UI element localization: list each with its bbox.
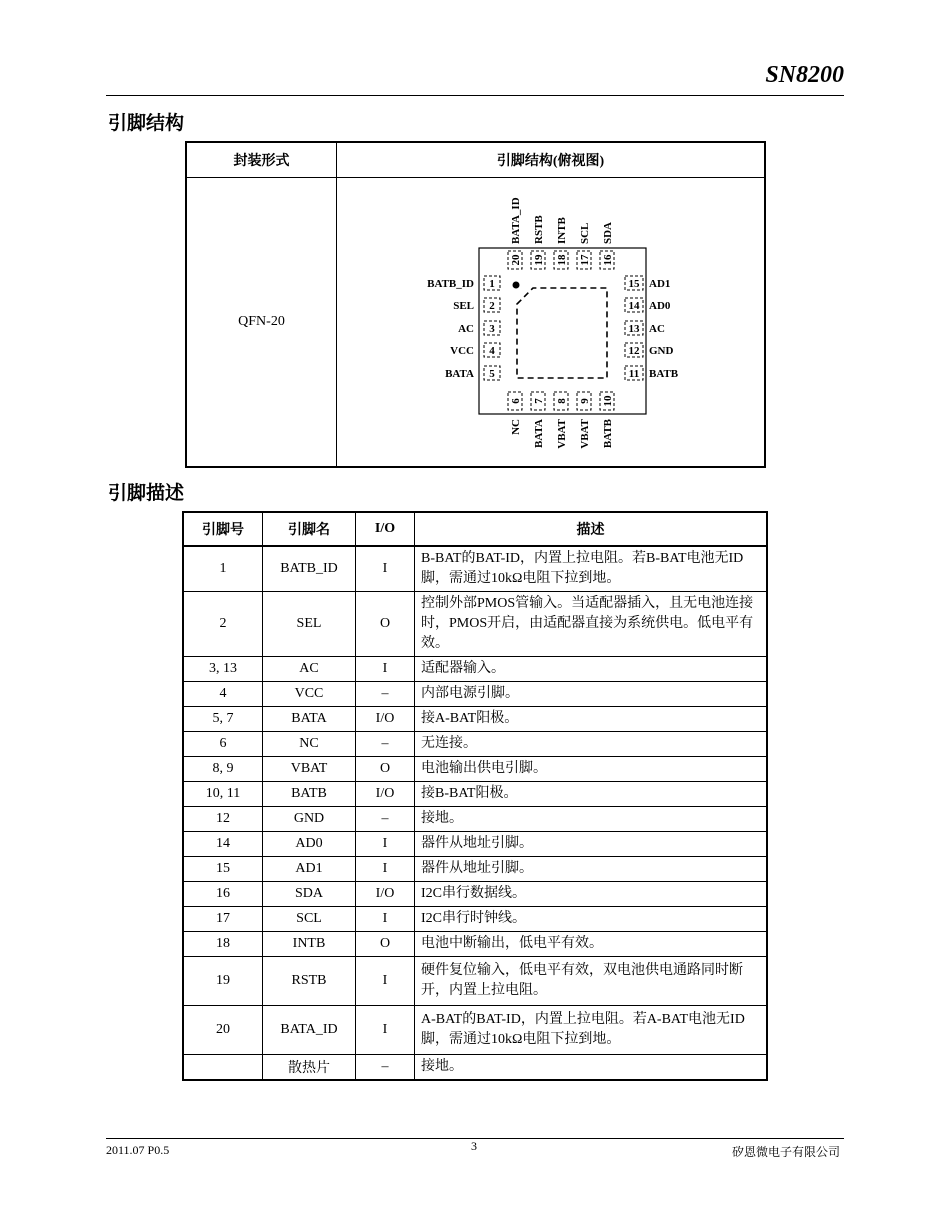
pin-number: 5 (489, 368, 495, 380)
io-cell: I/O (356, 707, 415, 732)
pin-number-cell: 18 (183, 932, 263, 957)
pin-name: VBAT (579, 419, 591, 449)
io-cell: I (356, 1006, 415, 1055)
pin-number: 16 (602, 254, 614, 266)
description-cell: 适配器输入。 (415, 657, 768, 682)
description-cell: 电池中断输出，低电平有效。 (415, 932, 768, 957)
pin-name: BATA_ID (510, 197, 522, 244)
pin-name-cell: SEL (263, 592, 356, 657)
description-cell: 控制外部PMOS管输入。当适配器插入，且无电池连接时，PMOS开启，由适配器直接为系统供电。低电平有效。 (415, 592, 768, 657)
description-cell: 器件从地址引脚。 (415, 857, 768, 882)
table-row (183, 932, 767, 957)
footer-company: 矽恩微电子有限公司 (731, 1145, 840, 1159)
pin1-marker (513, 282, 520, 289)
package-table (185, 141, 766, 468)
description-cell: 接地。 (415, 807, 768, 832)
col-header-io: I/O (356, 512, 415, 546)
description-cell: 内部电源引脚。 (415, 682, 768, 707)
table-row (183, 592, 767, 657)
description-cell: 接地。 (415, 1055, 768, 1081)
footer-date: 2011.07 P0.5 (106, 1143, 170, 1157)
col-header-pin-name: 引脚名 (263, 512, 356, 546)
description-cell: 接B-BAT阳极。 (415, 782, 768, 807)
pin-description-table (182, 511, 768, 1081)
pin-name: BATA (533, 419, 545, 448)
pin-name: SDA (602, 221, 614, 244)
pin-number: 2 (489, 300, 495, 312)
pin-number-cell: 10, 11 (183, 782, 263, 807)
package-name: QFN-20 (186, 178, 337, 468)
pin-name: BATA (445, 368, 474, 380)
pin-name: AC (458, 323, 474, 335)
table-row (183, 682, 767, 707)
table-row (183, 1055, 767, 1081)
description-cell: 接A-BAT阳极。 (415, 707, 768, 732)
pin-name: GND (649, 345, 674, 357)
pin-name-cell: BATB_ID (263, 546, 356, 592)
io-cell: – (356, 732, 415, 757)
pin-name: BATB (649, 368, 679, 380)
table-row (183, 707, 767, 732)
io-cell: – (356, 807, 415, 832)
pin-number-cell: 4 (183, 682, 263, 707)
header-rule (106, 95, 844, 96)
pin-number-cell: 14 (183, 832, 263, 857)
description-cell: B-BAT的BAT-ID，内置上拉电阻。若B-BAT电池无ID脚，需通过10kΩ电阻下拉到地。 (415, 546, 768, 592)
description-cell: 硬件复位输入，低电平有效，双电池供电通路同时断开，内置上拉电阻。 (415, 957, 768, 1006)
table-row (183, 907, 767, 932)
description-cell: I2C串行数据线。 (415, 882, 768, 907)
table-row (183, 546, 767, 592)
pin-number-cell: 6 (183, 732, 263, 757)
io-cell: I (356, 957, 415, 1006)
description-cell: I2C串行时钟线。 (415, 907, 768, 932)
table-row (183, 832, 767, 857)
pin-name-cell: BATA_ID (263, 1006, 356, 1055)
section-title-pin-description: 引脚描述 (108, 483, 185, 504)
io-cell: – (356, 1055, 415, 1081)
io-cell: I/O (356, 882, 415, 907)
pin-name: AC (649, 323, 665, 335)
pin-number: 11 (628, 368, 640, 380)
pin-number: 4 (489, 345, 495, 357)
chip-body (479, 248, 646, 414)
pin-number: 17 (579, 254, 591, 266)
table-row (183, 807, 767, 832)
table-row (183, 782, 767, 807)
table-row (183, 957, 767, 1006)
pin-name-cell: BATB (263, 782, 356, 807)
pin-number: 7 (533, 398, 545, 404)
pin-name-cell: NC (263, 732, 356, 757)
io-cell: I (356, 857, 415, 882)
io-cell: I (356, 546, 415, 592)
description-cell: 无连接。 (415, 732, 768, 757)
pin-number-cell: 15 (183, 857, 263, 882)
pin-number-cell: 20 (183, 1006, 263, 1055)
pinout-col-header: 引脚结构(俯视图) (337, 142, 766, 178)
pin-name: BATB_ID (427, 278, 474, 290)
col-header-pin-number: 引脚号 (183, 512, 263, 546)
page-number: 3 (471, 1139, 477, 1153)
description-cell: 器件从地址引脚。 (415, 832, 768, 857)
pinout-diagram (337, 178, 764, 466)
pin-name: NC (510, 419, 522, 435)
table-row (183, 1006, 767, 1055)
description-cell: 电池输出供电引脚。 (415, 757, 768, 782)
pin-number-cell: 12 (183, 807, 263, 832)
pin-name-cell: AC (263, 657, 356, 682)
pin-number-cell: 2 (183, 592, 263, 657)
pin-number: 13 (628, 323, 640, 335)
io-cell: O (356, 757, 415, 782)
pin-number: 12 (628, 345, 640, 357)
pin-name-cell: SDA (263, 882, 356, 907)
table-row (183, 757, 767, 782)
pin-name-cell: VCC (263, 682, 356, 707)
pin-name: RSTB (533, 215, 545, 244)
pin-number-cell: 17 (183, 907, 263, 932)
part-number: SN8200 (765, 62, 844, 88)
pin-name-cell: GND (263, 807, 356, 832)
pin-number: 9 (579, 398, 591, 404)
io-cell: O (356, 932, 415, 957)
pin-number-cell: 1 (183, 546, 263, 592)
pin-number: 20 (510, 254, 522, 266)
pin-name: VCC (450, 345, 474, 357)
pin-number: 6 (510, 398, 522, 404)
pin-number-cell: 19 (183, 957, 263, 1006)
pinout-cell (337, 178, 766, 468)
pin-number: 8 (556, 398, 568, 404)
io-cell: I (356, 907, 415, 932)
pin-name-cell: VBAT (263, 757, 356, 782)
table-row (183, 657, 767, 682)
pin-name: SEL (453, 300, 474, 312)
pin-number: 19 (533, 254, 545, 266)
pin-number-cell (183, 1055, 263, 1081)
pin-name: AD1 (649, 278, 671, 290)
pin-name-cell: 散热片 (263, 1055, 356, 1081)
io-cell: I (356, 657, 415, 682)
pin-name: AD0 (649, 300, 671, 312)
description-cell: A-BAT的BAT-ID，内置上拉电阻。若A-BAT电池无ID脚，需通过10kΩ电阻下拉到地。 (415, 1006, 768, 1055)
pin-name-cell: INTB (263, 932, 356, 957)
pin-name-cell: RSTB (263, 957, 356, 1006)
pin-name: BATB (602, 419, 614, 449)
pin-name-cell: BATA (263, 707, 356, 732)
io-cell: O (356, 592, 415, 657)
section-title-pin-structure: 引脚结构 (108, 113, 185, 134)
pin-name: VBAT (556, 419, 568, 449)
io-cell: I/O (356, 782, 415, 807)
package-col-header: 封装形式 (186, 142, 337, 178)
pin-number: 1 (489, 278, 495, 290)
pin-name: SCL (579, 222, 591, 244)
pin-number: 15 (628, 278, 640, 290)
pin-number-cell: 5, 7 (183, 707, 263, 732)
pin-name-cell: SCL (263, 907, 356, 932)
table-row (183, 732, 767, 757)
pin-number: 14 (628, 300, 640, 312)
table-row (183, 857, 767, 882)
pin-name-cell: AD0 (263, 832, 356, 857)
io-cell: I (356, 832, 415, 857)
pin-number: 3 (489, 323, 495, 335)
pin-name-cell: AD1 (263, 857, 356, 882)
table-row (183, 882, 767, 907)
pin-number: 10 (602, 395, 614, 407)
pin-number-cell: 16 (183, 882, 263, 907)
pin-number-cell: 8, 9 (183, 757, 263, 782)
col-header-description: 描述 (415, 512, 768, 546)
pin-number-cell: 3, 13 (183, 657, 263, 682)
pin-number: 18 (556, 254, 568, 266)
pin-name: INTB (556, 217, 568, 244)
io-cell: – (356, 682, 415, 707)
